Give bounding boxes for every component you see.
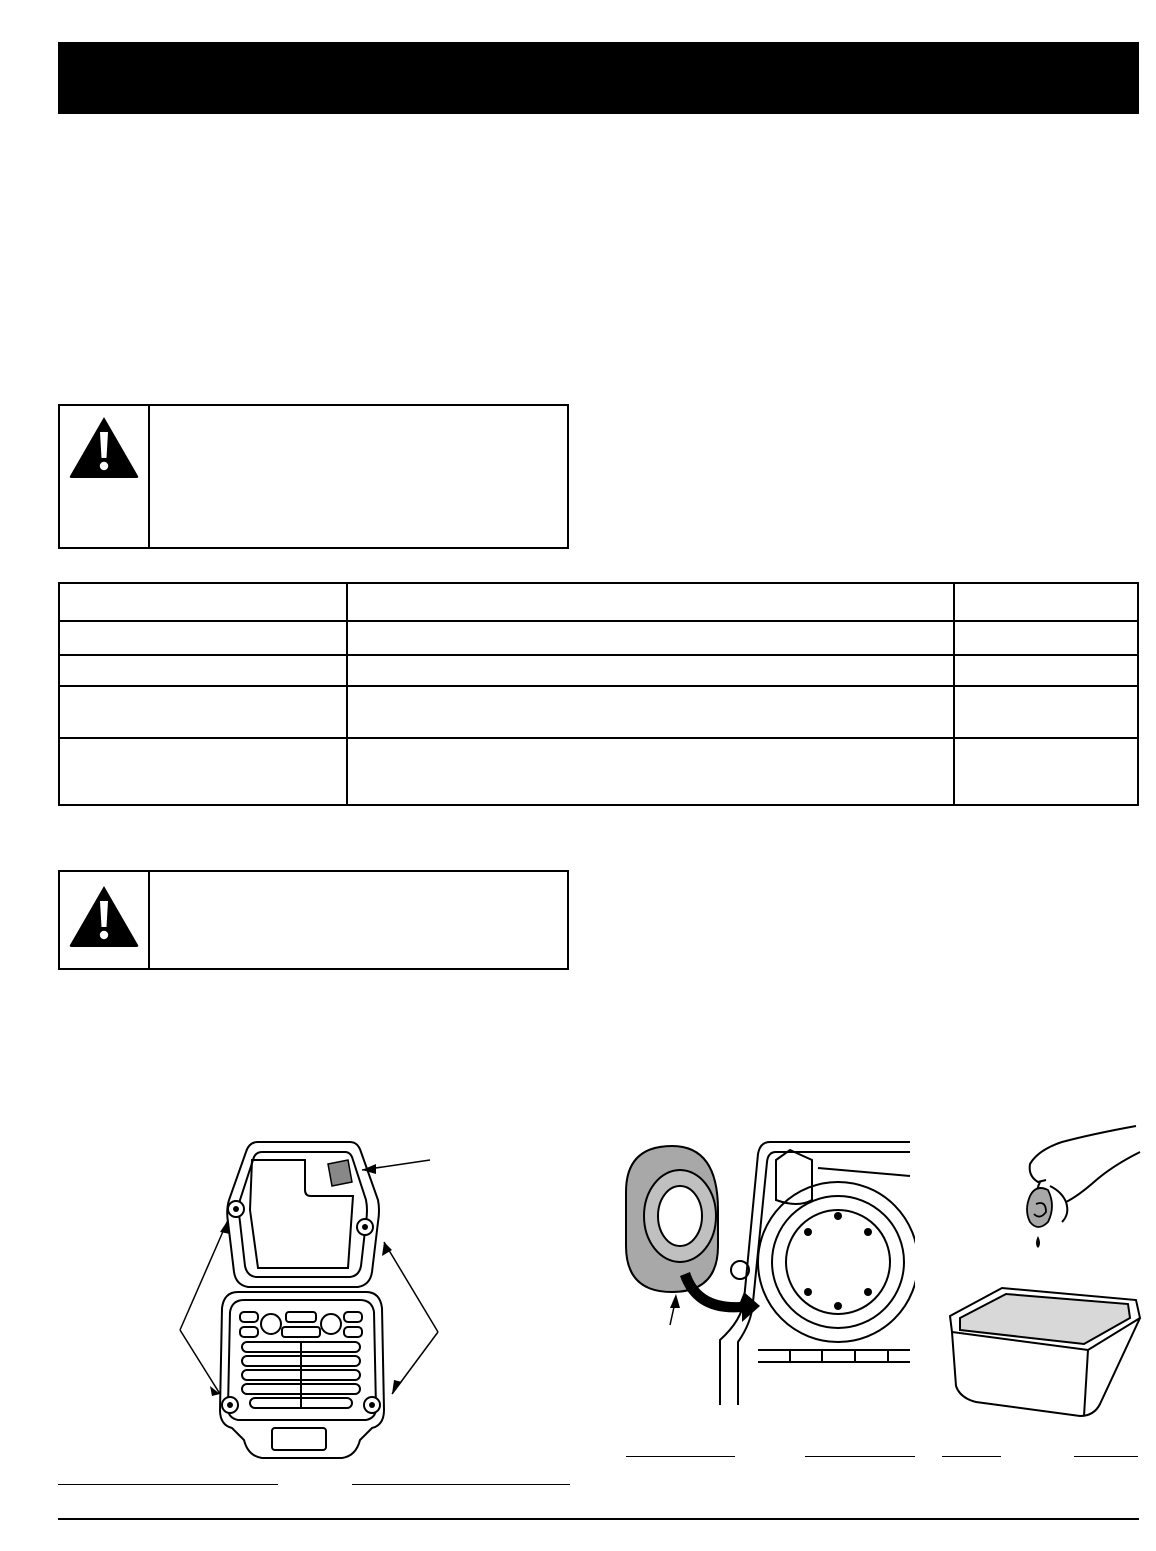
warning-triangle-icon	[67, 883, 141, 949]
footer-rule	[58, 1518, 1139, 1520]
caption-rule	[805, 1456, 915, 1457]
caption-rule	[352, 1484, 570, 1485]
table-cell	[59, 583, 347, 621]
warning-triangle-icon	[67, 414, 141, 480]
oiling-filter-illustration	[940, 1125, 1145, 1425]
maintenance-table	[58, 582, 1139, 806]
table-cell	[954, 686, 1138, 738]
caption-rule	[942, 1456, 1001, 1457]
table-cell	[59, 686, 347, 738]
table-cell	[59, 621, 347, 655]
warning-icon-cell	[60, 872, 150, 968]
warning-box	[58, 404, 569, 549]
table-cell	[347, 738, 954, 805]
table-cell	[59, 738, 347, 805]
caption-rule	[626, 1456, 735, 1457]
table-cell	[59, 655, 347, 686]
table-row	[59, 621, 1138, 655]
table-cell	[954, 583, 1138, 621]
table-cell	[347, 686, 954, 738]
caption-rule	[1074, 1456, 1138, 1457]
warning-box	[58, 870, 569, 970]
caption-rule	[58, 1484, 278, 1485]
table-cell	[347, 621, 954, 655]
table-cell	[954, 655, 1138, 686]
air-filter-cover-illustration	[160, 1130, 460, 1470]
table-header-row	[59, 583, 1138, 621]
table-row	[59, 686, 1138, 738]
section-header-bar	[58, 42, 1139, 114]
table-cell	[347, 655, 954, 686]
table-row	[59, 738, 1138, 805]
table-cell	[347, 583, 954, 621]
table-row	[59, 655, 1138, 686]
table-cell	[954, 621, 1138, 655]
foam-filter-insertion-illustration	[615, 1135, 915, 1415]
warning-icon-cell	[60, 406, 150, 547]
table-cell	[954, 738, 1138, 805]
